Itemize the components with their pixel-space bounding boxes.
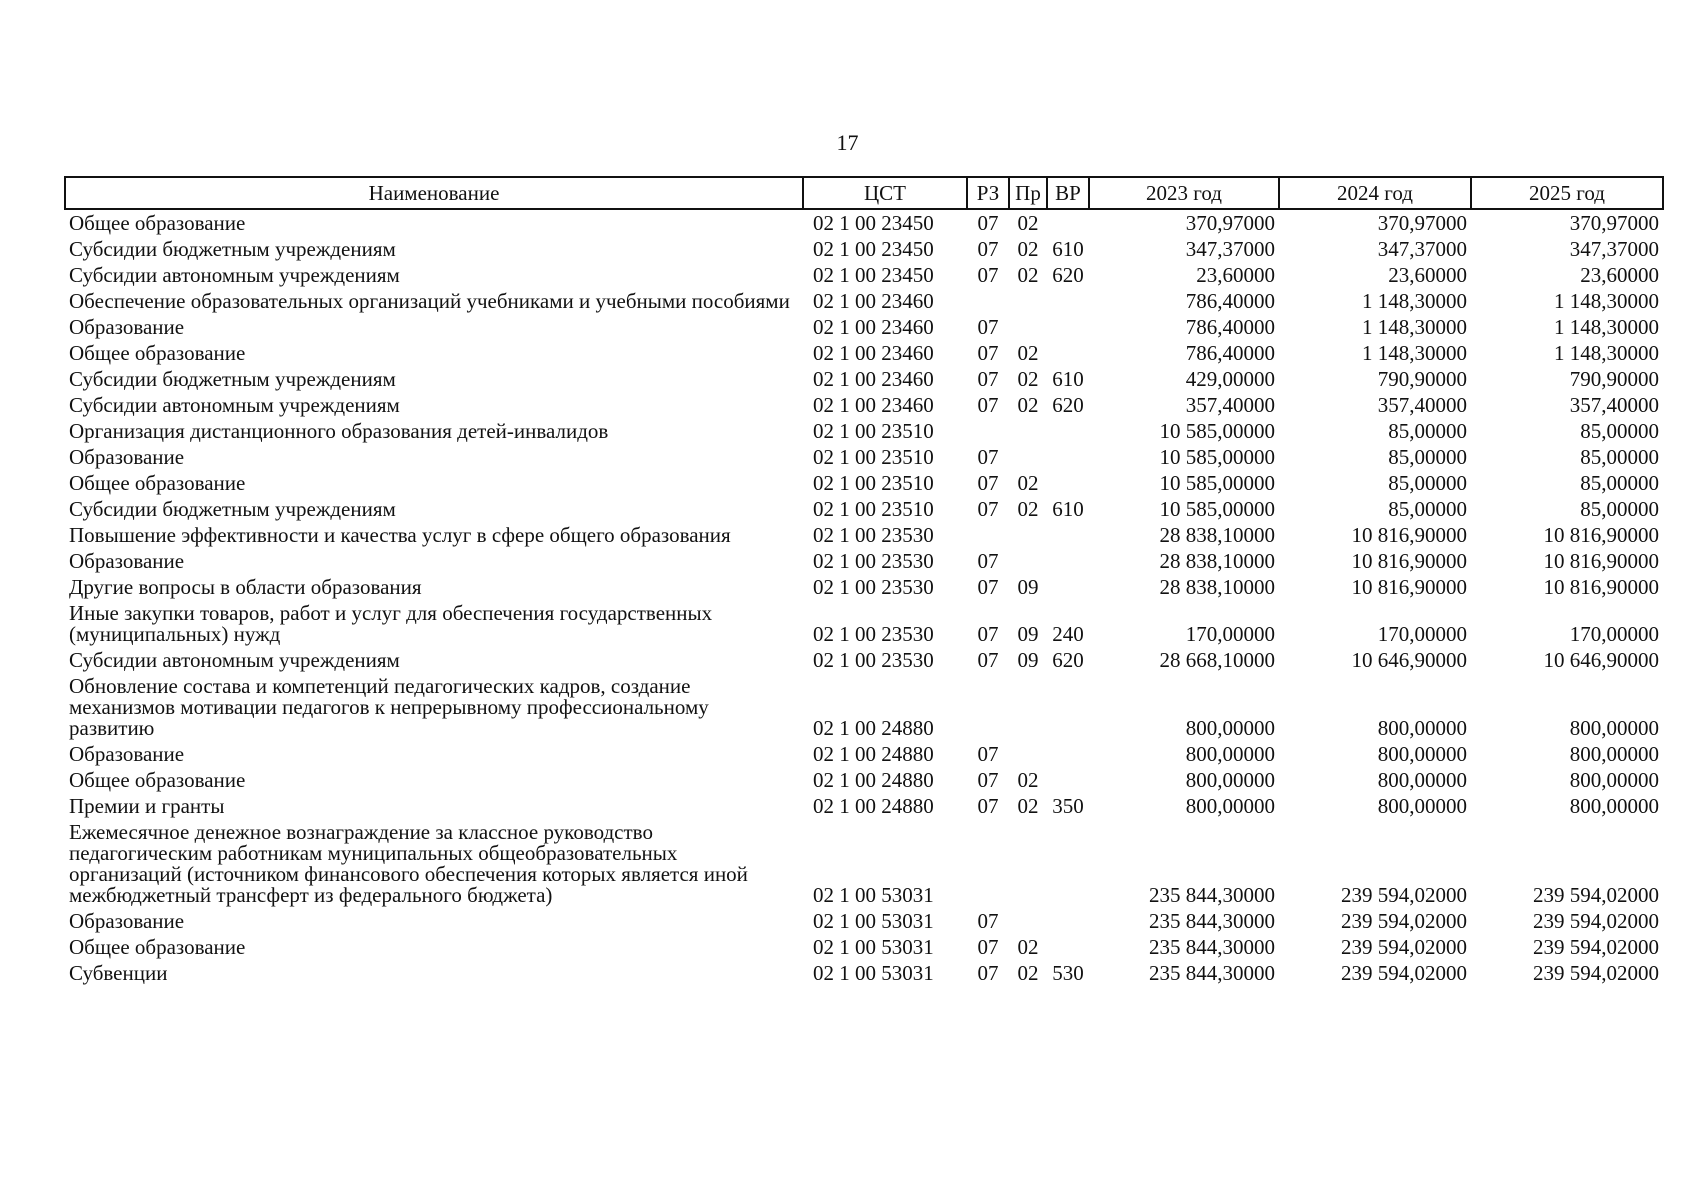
row-name-text: Другие вопросы в области образования [69, 575, 422, 599]
table-row [65, 548, 1663, 574]
row-2023: 28 838,10000 [1159, 575, 1275, 599]
row-2023: 786,40000 [1185, 289, 1275, 313]
row-name-text: Повышение эффективности и качества услуг в сфере общего образования [69, 523, 731, 547]
row-2023: 235 844,30000 [1149, 883, 1275, 907]
row-pr [1009, 418, 1047, 444]
row-cst: 02 1 00 23530 [813, 648, 934, 672]
row-cst: 02 1 00 24880 [813, 794, 934, 818]
row-name [65, 236, 803, 262]
row-2025: 10 816,90000 [1543, 575, 1659, 599]
row-2024: 800,00000 [1377, 768, 1467, 792]
row-vr: 610 [1052, 497, 1084, 521]
row-name-text: Общее образование [69, 211, 246, 235]
row-vr [1047, 767, 1089, 793]
row-pr: 02 [1017, 367, 1039, 391]
row-name [65, 392, 803, 418]
row-pr [1009, 444, 1047, 470]
table-row [65, 522, 1663, 548]
table-row [65, 600, 1663, 647]
row-2023: 786,40000 [1185, 341, 1275, 365]
row-2023: 235 844,30000 [1149, 935, 1275, 959]
row-2023: 800,00000 [1185, 742, 1275, 766]
row-2024: 239 594,02000 [1341, 883, 1467, 907]
row-pr [1009, 741, 1047, 767]
row-name [65, 741, 803, 767]
row-cst: 02 1 00 23510 [813, 497, 934, 521]
row-rz: 07 [977, 909, 999, 933]
table-row [65, 444, 1663, 470]
row-2023: 370,97000 [1185, 211, 1275, 235]
row-name-text: Образование [69, 315, 185, 339]
row-cst: 02 1 00 23510 [813, 419, 934, 443]
row-2025: 800,00000 [1569, 742, 1659, 766]
row-vr: 350 [1052, 794, 1084, 818]
row-name-text: Общее образование [69, 935, 246, 959]
row-rz [967, 673, 1009, 741]
row-2025: 1 148,30000 [1554, 341, 1659, 365]
table-row [65, 793, 1663, 819]
row-name-text: Образование [69, 549, 185, 573]
table-row [65, 392, 1663, 418]
row-vr [1047, 470, 1089, 496]
table-row [65, 647, 1663, 673]
row-name [65, 647, 803, 673]
row-2024: 10 816,90000 [1351, 549, 1467, 573]
row-2023: 10 585,00000 [1159, 445, 1275, 469]
row-2025: 23,60000 [1580, 263, 1659, 287]
row-name [65, 819, 803, 908]
row-name [65, 600, 803, 647]
row-name-text: Общее образование [69, 768, 246, 792]
row-name-text: Субвенции [69, 961, 168, 985]
row-name [65, 522, 803, 548]
row-name-text: Субсидии автономным учреждениям [69, 393, 400, 417]
table-row [65, 673, 1663, 741]
row-2024: 85,00000 [1388, 471, 1467, 495]
row-rz: 07 [977, 471, 999, 495]
row-name-text: Субсидии бюджетным учреждениям [69, 497, 396, 521]
row-2025: 239 594,02000 [1533, 961, 1659, 985]
row-vr [1047, 673, 1089, 741]
header-2025: 2025 год [1471, 177, 1663, 209]
row-2025: 85,00000 [1580, 419, 1659, 443]
row-vr: 610 [1052, 237, 1084, 261]
row-name [65, 470, 803, 496]
row-vr: 610 [1052, 367, 1084, 391]
row-pr: 02 [1017, 961, 1039, 985]
row-vr [1047, 288, 1089, 314]
row-vr [1047, 209, 1089, 236]
row-vr [1047, 741, 1089, 767]
table-row [65, 496, 1663, 522]
row-2024: 1 148,30000 [1362, 341, 1467, 365]
row-pr: 02 [1017, 497, 1039, 521]
row-name [65, 793, 803, 819]
table-row [65, 767, 1663, 793]
row-pr: 02 [1017, 768, 1039, 792]
header-name: Наименование [65, 177, 803, 209]
row-pr: 02 [1017, 935, 1039, 959]
row-vr [1047, 522, 1089, 548]
row-rz: 07 [977, 549, 999, 573]
row-name-text: Обновление состава и компетенций педагогических кадров, создание механизмов мотивации педагогов к непрерывному профессиональному развитию [69, 674, 709, 740]
row-name [65, 340, 803, 366]
row-vr: 530 [1052, 961, 1084, 985]
row-name-text: Общее образование [69, 471, 246, 495]
row-2025: 790,90000 [1569, 367, 1659, 391]
row-cst: 02 1 00 23530 [813, 523, 934, 547]
row-name [65, 418, 803, 444]
row-cst: 02 1 00 24880 [813, 716, 934, 740]
row-vr [1047, 340, 1089, 366]
table-header-row [65, 177, 1663, 209]
row-name [65, 548, 803, 574]
row-name-text: Образование [69, 445, 185, 469]
row-2023: 357,40000 [1185, 393, 1275, 417]
row-2024: 23,60000 [1388, 263, 1467, 287]
row-cst: 02 1 00 23450 [813, 263, 934, 287]
row-rz: 07 [977, 315, 999, 339]
row-rz [967, 522, 1009, 548]
row-pr [1009, 522, 1047, 548]
row-pr [1009, 288, 1047, 314]
header-2024: 2024 год [1279, 177, 1471, 209]
row-2024: 800,00000 [1377, 794, 1467, 818]
row-pr: 02 [1017, 393, 1039, 417]
row-rz: 07 [977, 794, 999, 818]
row-rz: 07 [977, 237, 999, 261]
row-cst: 02 1 00 23460 [813, 367, 934, 391]
table-row [65, 288, 1663, 314]
row-cst: 02 1 00 24880 [813, 768, 934, 792]
row-name [65, 262, 803, 288]
row-2024: 85,00000 [1388, 497, 1467, 521]
row-2024: 10 646,90000 [1351, 648, 1467, 672]
row-2025: 800,00000 [1569, 768, 1659, 792]
table-row [65, 366, 1663, 392]
table-row [65, 418, 1663, 444]
row-name-text: Образование [69, 742, 185, 766]
row-name-text: Ежемесячное денежное вознаграждение за классное руководство педагогическим работникам муниципальных общеобразовательных организаций (источником финансового обеспечения которых является иной межбюджетный трансферт из федерального бюджета) [69, 820, 748, 907]
row-name-text: Общее образование [69, 341, 246, 365]
row-rz: 07 [977, 935, 999, 959]
row-2024: 239 594,02000 [1341, 935, 1467, 959]
row-2023: 10 585,00000 [1159, 497, 1275, 521]
row-name-text: Обеспечение образовательных организаций учебниками и учебными пособиями [69, 289, 790, 313]
row-name-text: Иные закупки товаров, работ и услуг для обеспечения государственных (муниципальных) нужд [69, 601, 713, 646]
row-name [65, 209, 803, 236]
row-rz: 07 [977, 211, 999, 235]
row-pr [1009, 819, 1047, 908]
table-row [65, 741, 1663, 767]
row-vr [1047, 314, 1089, 340]
row-cst: 02 1 00 53031 [813, 961, 934, 985]
row-2024: 357,40000 [1377, 393, 1467, 417]
row-2024: 239 594,02000 [1341, 961, 1467, 985]
row-2024: 1 148,30000 [1362, 289, 1467, 313]
table-row [65, 960, 1663, 986]
row-vr [1047, 934, 1089, 960]
row-rz: 07 [977, 742, 999, 766]
table-row [65, 209, 1663, 236]
row-rz: 07 [977, 575, 999, 599]
row-2023: 23,60000 [1196, 263, 1275, 287]
row-2025: 85,00000 [1580, 497, 1659, 521]
row-2025: 800,00000 [1569, 794, 1659, 818]
row-name-text: Премии и гранты [69, 794, 225, 818]
row-2023: 800,00000 [1185, 768, 1275, 792]
row-pr: 02 [1017, 794, 1039, 818]
row-rz: 07 [977, 497, 999, 521]
row-2025: 85,00000 [1580, 471, 1659, 495]
row-2023: 800,00000 [1185, 716, 1275, 740]
row-name-text: Субсидии автономным учреждениям [69, 263, 400, 287]
row-2024: 347,37000 [1377, 237, 1467, 261]
row-pr: 02 [1017, 341, 1039, 365]
row-rz: 07 [977, 961, 999, 985]
row-vr [1047, 908, 1089, 934]
row-2023: 800,00000 [1185, 794, 1275, 818]
table-row [65, 470, 1663, 496]
row-2024: 800,00000 [1377, 742, 1467, 766]
row-2025: 239 594,02000 [1533, 909, 1659, 933]
row-pr: 09 [1017, 648, 1039, 672]
row-name [65, 960, 803, 986]
row-2025: 85,00000 [1580, 445, 1659, 469]
row-2024: 790,90000 [1377, 367, 1467, 391]
row-rz: 07 [977, 393, 999, 417]
row-2025: 10 816,90000 [1543, 549, 1659, 573]
row-2024: 239 594,02000 [1341, 909, 1467, 933]
table-row [65, 819, 1663, 908]
row-name [65, 934, 803, 960]
row-cst: 02 1 00 23460 [813, 341, 934, 365]
table-row [65, 236, 1663, 262]
table-row [65, 262, 1663, 288]
row-cst: 02 1 00 23460 [813, 289, 934, 313]
row-2023: 429,00000 [1185, 367, 1275, 391]
row-2023: 347,37000 [1185, 237, 1275, 261]
row-2023: 28 668,10000 [1159, 648, 1275, 672]
row-rz: 07 [977, 768, 999, 792]
row-pr: 09 [1017, 622, 1039, 646]
row-2025: 347,37000 [1569, 237, 1659, 261]
row-vr: 620 [1052, 393, 1084, 417]
row-2025: 170,00000 [1569, 622, 1659, 646]
row-2023: 28 838,10000 [1159, 523, 1275, 547]
row-2025: 239 594,02000 [1533, 883, 1659, 907]
row-pr: 02 [1017, 263, 1039, 287]
row-vr [1047, 819, 1089, 908]
row-name-text: Субсидии автономным учреждениям [69, 648, 400, 672]
row-2023: 235 844,30000 [1149, 909, 1275, 933]
row-rz: 07 [977, 622, 999, 646]
row-pr: 09 [1017, 575, 1039, 599]
row-2024: 85,00000 [1388, 445, 1467, 469]
row-rz: 07 [977, 648, 999, 672]
row-name [65, 767, 803, 793]
header-pr: Пр [1009, 177, 1047, 209]
row-2025: 10 646,90000 [1543, 648, 1659, 672]
row-2025: 800,00000 [1569, 716, 1659, 740]
row-rz [967, 418, 1009, 444]
row-2025: 357,40000 [1569, 393, 1659, 417]
row-pr [1009, 314, 1047, 340]
row-rz: 07 [977, 445, 999, 469]
row-vr [1047, 444, 1089, 470]
row-name-text: Субсидии бюджетным учреждениям [69, 237, 396, 261]
table-body [65, 209, 1663, 986]
row-2023: 10 585,00000 [1159, 471, 1275, 495]
row-2024: 10 816,90000 [1351, 575, 1467, 599]
row-vr: 620 [1052, 263, 1084, 287]
row-name-text: Субсидии бюджетным учреждениям [69, 367, 396, 391]
row-name-text: Образование [69, 909, 185, 933]
row-2023: 786,40000 [1185, 315, 1275, 339]
header-rz: РЗ [967, 177, 1009, 209]
row-2023: 235 844,30000 [1149, 961, 1275, 985]
row-cst: 02 1 00 23510 [813, 445, 934, 469]
row-name [65, 314, 803, 340]
row-name [65, 366, 803, 392]
row-2024: 85,00000 [1388, 419, 1467, 443]
row-2024: 170,00000 [1377, 622, 1467, 646]
row-cst: 02 1 00 53031 [813, 909, 934, 933]
row-name-text: Организация дистанционного образования детей-инвалидов [69, 419, 609, 443]
row-rz [967, 288, 1009, 314]
row-2024: 370,97000 [1377, 211, 1467, 235]
row-vr [1047, 548, 1089, 574]
header-cst: ЦСТ [803, 177, 967, 209]
row-2025: 239 594,02000 [1533, 935, 1659, 959]
row-cst: 02 1 00 23460 [813, 393, 934, 417]
row-pr: 02 [1017, 471, 1039, 495]
header-vr: ВР [1047, 177, 1089, 209]
row-cst: 02 1 00 23530 [813, 549, 934, 573]
row-2025: 10 816,90000 [1543, 523, 1659, 547]
row-cst: 02 1 00 23530 [813, 622, 934, 646]
row-name [65, 574, 803, 600]
header-2023: 2023 год [1089, 177, 1279, 209]
row-2024: 1 148,30000 [1362, 315, 1467, 339]
row-rz: 07 [977, 263, 999, 287]
row-cst: 02 1 00 23450 [813, 211, 934, 235]
row-rz: 07 [977, 367, 999, 391]
row-vr [1047, 574, 1089, 600]
row-name [65, 908, 803, 934]
row-cst: 02 1 00 23530 [813, 575, 934, 599]
table-row [65, 340, 1663, 366]
budget-table [64, 176, 1664, 986]
row-pr [1009, 908, 1047, 934]
row-vr [1047, 418, 1089, 444]
row-cst: 02 1 00 53031 [813, 935, 934, 959]
row-cst: 02 1 00 23510 [813, 471, 934, 495]
row-2023: 28 838,10000 [1159, 549, 1275, 573]
table-row [65, 574, 1663, 600]
table-row [65, 934, 1663, 960]
row-rz: 07 [977, 341, 999, 365]
row-2023: 10 585,00000 [1159, 419, 1275, 443]
row-name [65, 444, 803, 470]
row-name [65, 288, 803, 314]
row-name [65, 496, 803, 522]
row-pr [1009, 548, 1047, 574]
row-pr: 02 [1017, 237, 1039, 261]
table-row [65, 908, 1663, 934]
page-number: 17 [836, 130, 859, 155]
row-rz [967, 819, 1009, 908]
row-2025: 370,97000 [1569, 211, 1659, 235]
table-row [65, 314, 1663, 340]
row-cst: 02 1 00 23460 [813, 315, 934, 339]
row-name [65, 673, 803, 741]
row-2025: 1 148,30000 [1554, 315, 1659, 339]
row-pr [1009, 673, 1047, 741]
row-cst: 02 1 00 23450 [813, 237, 934, 261]
row-2023: 170,00000 [1185, 622, 1275, 646]
row-vr: 620 [1052, 648, 1084, 672]
row-cst: 02 1 00 24880 [813, 742, 934, 766]
row-2024: 10 816,90000 [1351, 523, 1467, 547]
row-vr: 240 [1052, 622, 1084, 646]
row-2024: 800,00000 [1377, 716, 1467, 740]
row-cst: 02 1 00 53031 [813, 883, 934, 907]
row-pr: 02 [1017, 211, 1039, 235]
row-2025: 1 148,30000 [1554, 289, 1659, 313]
